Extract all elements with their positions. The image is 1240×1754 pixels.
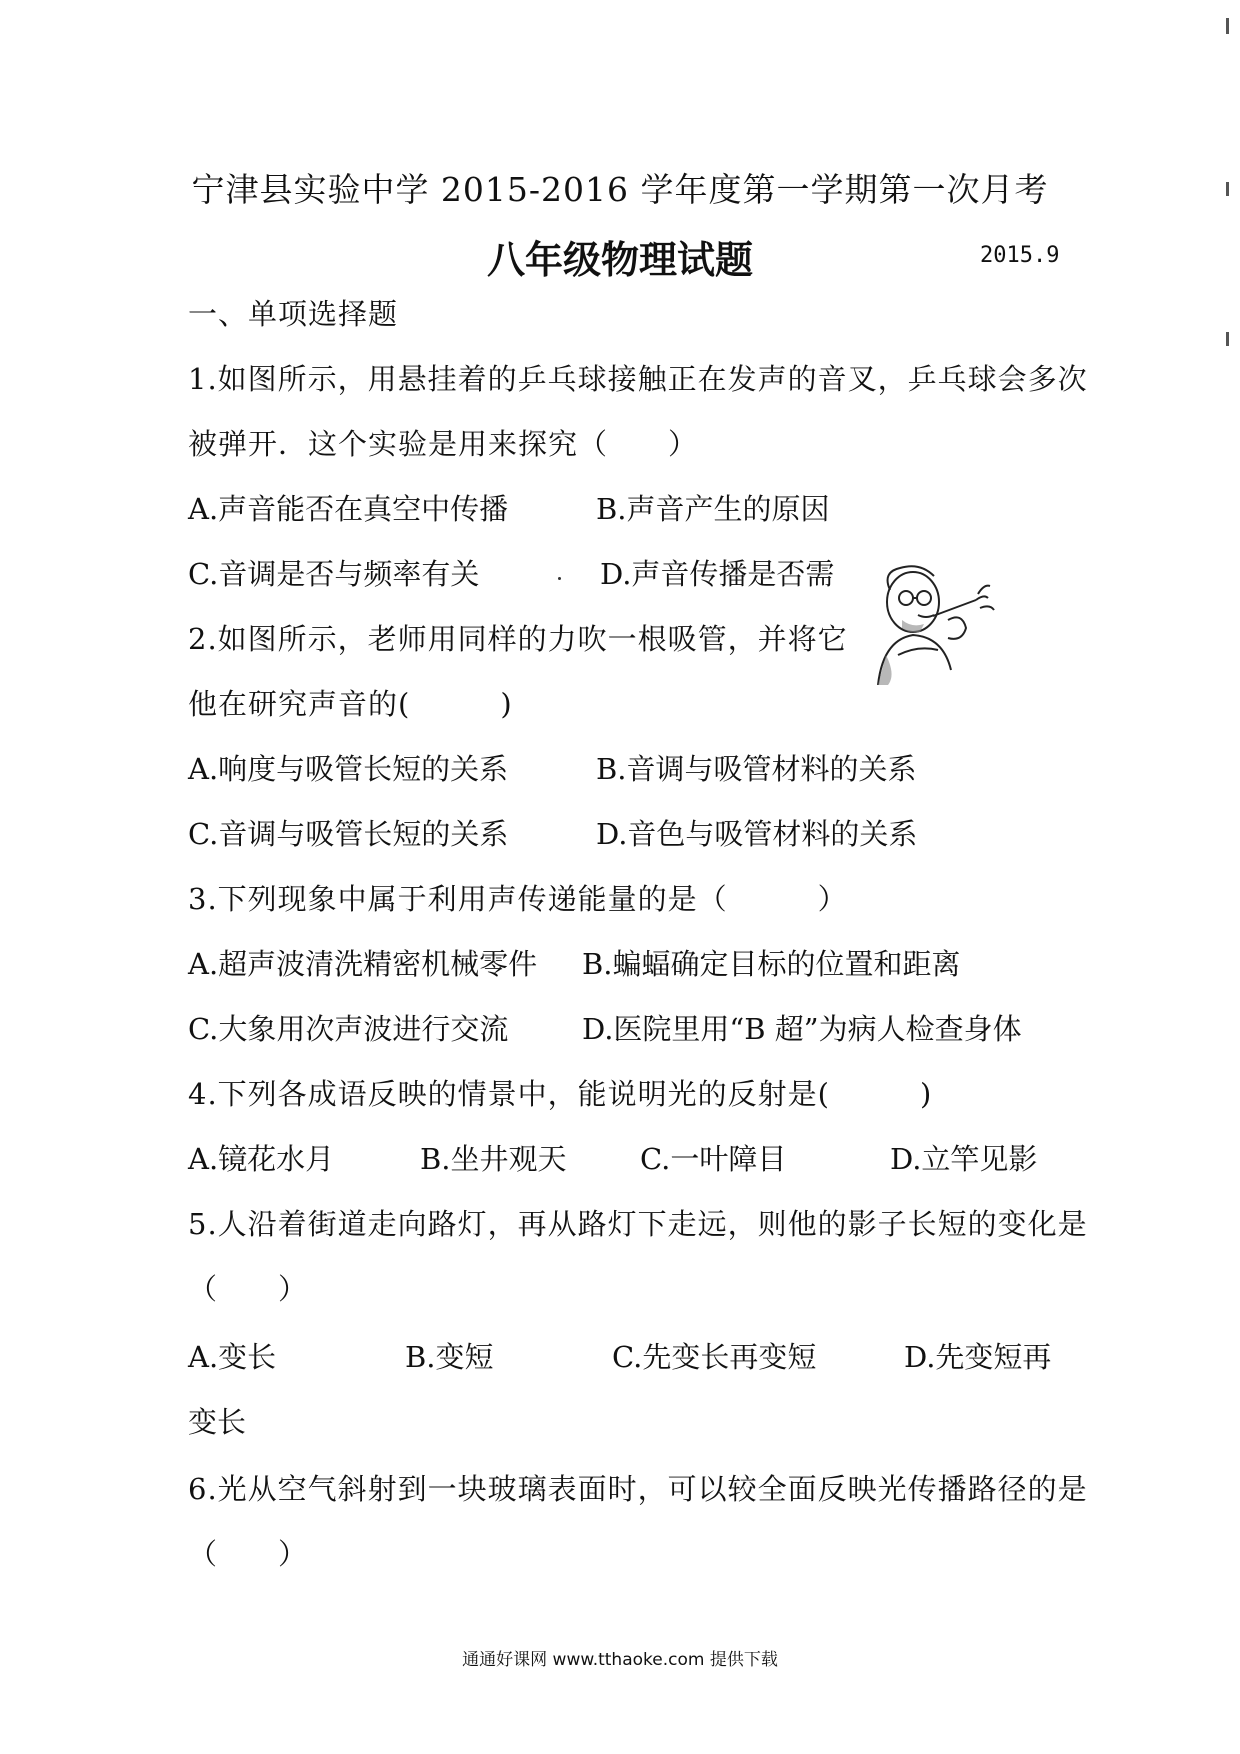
stray-dot — [558, 577, 561, 580]
q2-option-d: D.音色与吸管材料的关系 — [596, 817, 918, 851]
q2-stem-line2: 他在研究声音的( ) — [188, 687, 513, 721]
q5-stem-line2: （ ） — [188, 1272, 309, 1306]
q3-option-b: B.蝙蝠确定目标的位置和距离 — [582, 947, 961, 981]
teacher-blowing-straw-illustration — [858, 560, 1008, 685]
q3-stem: 3.下列现象中属于利用声传递能量的是（ ） — [188, 882, 848, 916]
q2-option-c: C.音调与吸管长短的关系 — [188, 817, 509, 851]
scan-edge-mark — [1226, 332, 1229, 346]
q2-option-b: B.音调与吸管材料的关系 — [596, 752, 917, 786]
q3-option-a: A.超声波清洗精密机械零件 — [188, 947, 538, 981]
q5-option-d-continued: 变长 — [188, 1405, 247, 1439]
scan-edge-mark — [1226, 182, 1229, 196]
q2-stem-line1: 2.如图所示，老师用同样的力吹一根吸管，并将它 — [188, 622, 848, 656]
q1-option-b: B.声音产生的原因 — [596, 492, 830, 526]
scan-edge-mark — [1226, 18, 1229, 34]
exam-date: 2015.9 — [980, 243, 1060, 268]
q4-option-b: B.坐井观天 — [420, 1142, 567, 1176]
q4-option-a: A.镜花水月 — [188, 1142, 335, 1176]
q1-stem-line2: 被弹开．这个实验是用来探究（ ） — [188, 427, 699, 461]
q1-option-d: D.声音传播是否需 — [600, 557, 835, 591]
q4-stem: 4.下列各成语反映的情景中，能说明光的反射是( ) — [188, 1077, 933, 1111]
q5-option-a: A.变长 — [188, 1340, 277, 1374]
q1-option-c: C.音调是否与频率有关 — [188, 557, 480, 591]
q5-option-c: C.先变长再变短 — [612, 1340, 817, 1374]
q1-stem-line1: 1.如图所示，用悬挂着的乒乓球接触正在发声的音叉，乒乓球会多次 — [188, 362, 1088, 396]
q4-option-d: D.立竿见影 — [890, 1142, 1038, 1176]
q4-option-c: C.一叶障目 — [640, 1142, 787, 1176]
q2-option-a: A.响度与吸管长短的关系 — [188, 752, 509, 786]
q6-stem-line1: 6.光从空气斜射到一块玻璃表面时，可以较全面反映光传播路径的是 — [188, 1472, 1088, 1506]
q1-option-a: A.声音能否在真空中传播 — [188, 492, 509, 526]
q5-stem-line1: 5.人沿着街道走向路灯，再从路灯下走远，则他的影子长短的变化是 — [188, 1207, 1088, 1241]
q5-option-b: B.变短 — [405, 1340, 494, 1374]
q6-stem-line2: （ ） — [188, 1537, 309, 1571]
q3-option-d: D.医院里用“B 超”为病人检查身体 — [582, 1012, 1022, 1046]
section-heading: 一、单项选择题 — [188, 297, 399, 331]
q5-option-d: D.先变短再 — [904, 1340, 1052, 1374]
exam-subtitle: 八年级物理试题 — [486, 238, 753, 282]
exam-title: 宁津县实验中学 2015-2016 学年度第一学期第一次月考 — [191, 170, 1049, 209]
footer-source: 通通好课网 www.tthaoke.com 提供下载 — [462, 1650, 778, 1670]
q3-option-c: C.大象用次声波进行交流 — [188, 1012, 509, 1046]
